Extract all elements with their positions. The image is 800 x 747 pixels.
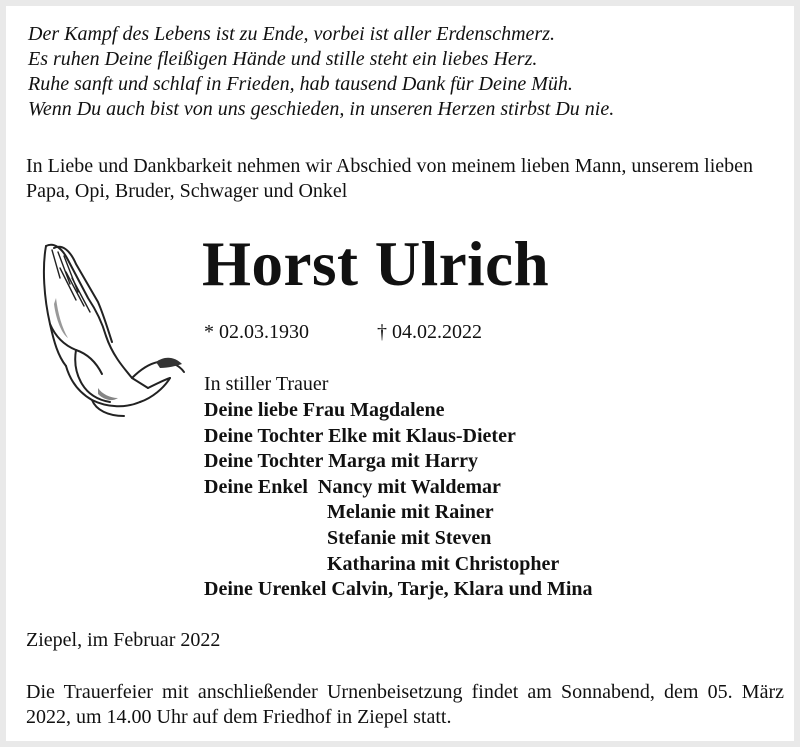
mourner-wife: Deine liebe Frau Magdalene (204, 399, 445, 421)
poem-line: Ruhe sanft und schlaf in Frieden, hab tausend Dank für Deine Müh. (28, 73, 573, 95)
farewell-intro: In Liebe und Dankbarkeit nehmen wir Abschied von meinem lieben Mann, unserem lieben Papa, Opi, Bruder, Schwager und Onkel (26, 155, 754, 202)
praying-hands-icon (36, 238, 186, 418)
memorial-poem (28, 22, 614, 122)
obituary-card (6, 6, 794, 741)
mourner-daughter: Deine Tochter Elke mit Klaus-Dieter (204, 424, 516, 447)
mourner-daughter: Deine Tochter Marga mit Harry (204, 450, 479, 473)
poem-line: Es ruhen Deine fleißigen Hände und stille steht ein liebes Herz. (28, 48, 538, 70)
grandchildren-label: Deine Enkel (204, 475, 308, 498)
mourner-great-grandchildren: Deine Urenkel Calvin, Tarje, Klara und Mina (204, 578, 593, 601)
grandchild: Stefanie mit Steven (327, 526, 492, 549)
grandchild: Katharina mit Christopher (327, 552, 560, 575)
funeral-service-notice: Die Trauerfeier mit anschließender Urnenbeisetzung findet am Sonnabend, dem 05. März 2022, um 14.00 Uhr auf dem Friedhof in Ziepel statt. (26, 681, 784, 728)
mourners-list (204, 398, 593, 603)
place-and-date: Ziepel, im Februar 2022 (26, 629, 221, 651)
poem-line: Wenn Du auch bist von uns geschieden, in unseren Herzen stirbst Du nie. (28, 98, 615, 120)
grandchild: Melanie mit Rainer (327, 501, 494, 524)
grandchild: Nancy mit Waldemar (317, 475, 501, 498)
deceased-name: Horst Ulrich (202, 229, 550, 299)
death-date: † 04.02.2022 (377, 321, 482, 343)
mourner-grandchildren-row (204, 475, 593, 501)
mourning-heading: In stiller Trauer (204, 373, 329, 395)
poem-line: Der Kampf des Lebens ist zu Ende, vorbei ist aller Erdenschmerz. (28, 23, 555, 45)
birth-date: * 02.03.1930 (204, 321, 309, 343)
